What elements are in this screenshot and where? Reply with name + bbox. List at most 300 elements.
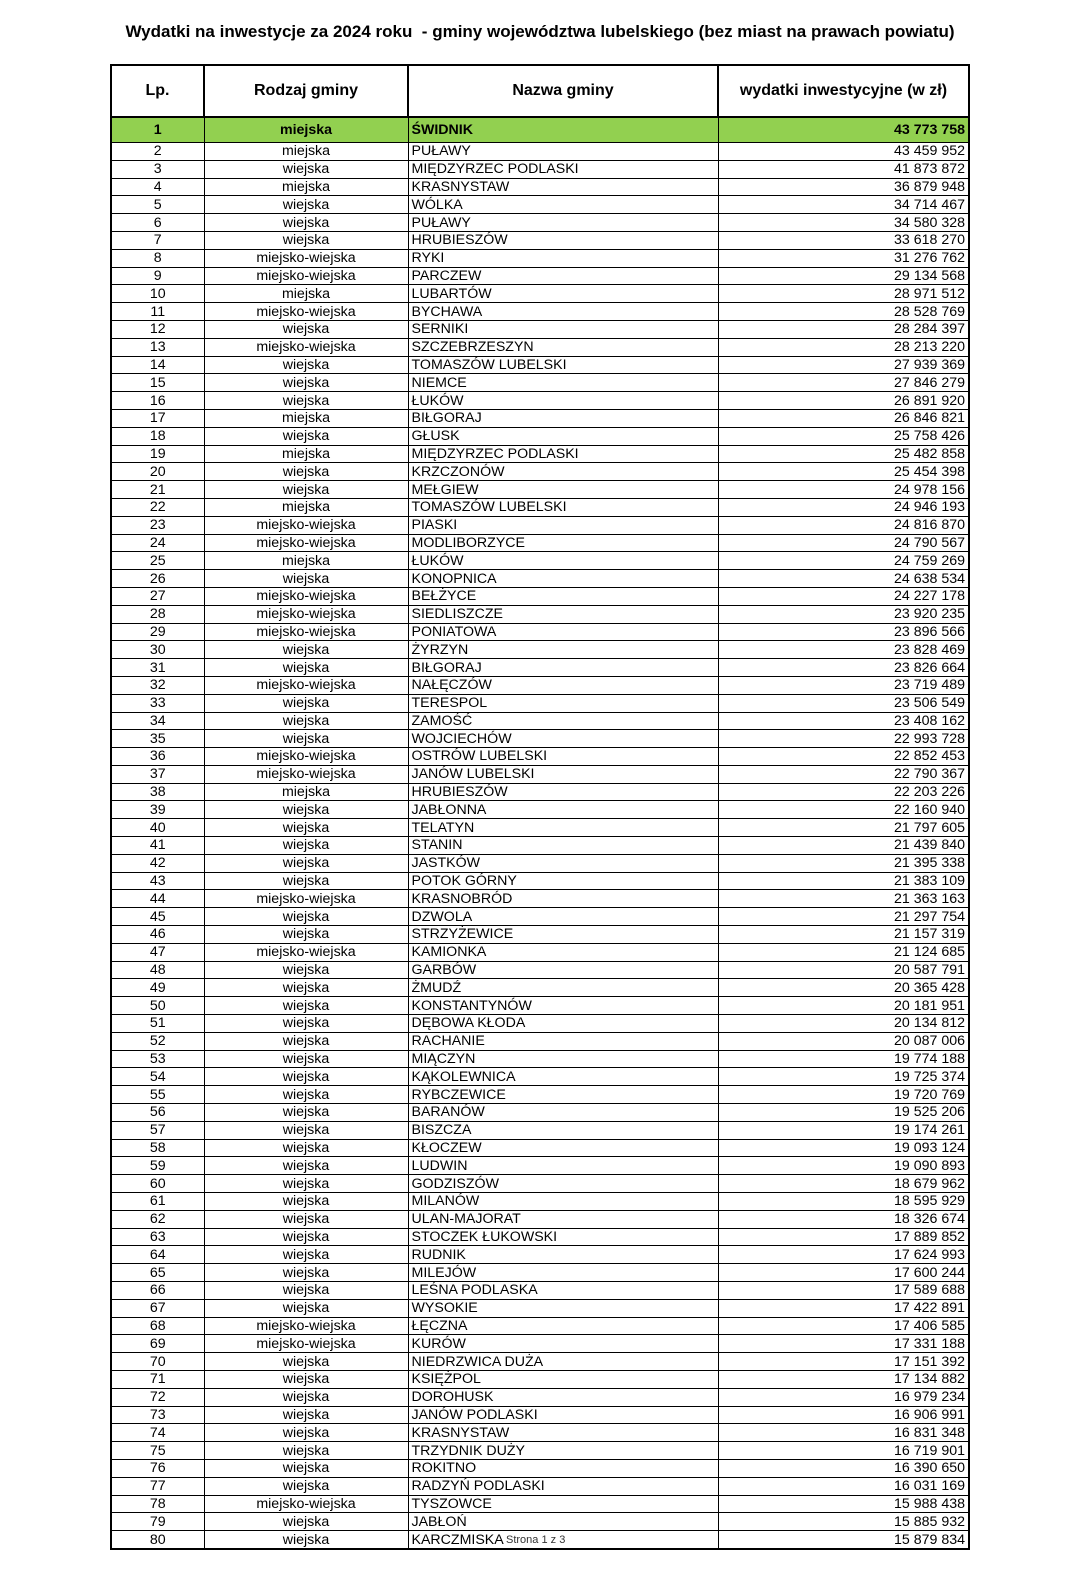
cell-wydatki: 17 151 392 (718, 1353, 969, 1371)
table-row (111, 748, 969, 766)
investment-table (110, 64, 970, 1550)
cell-nazwa-gminy: ZAMOŚĆ (408, 712, 718, 730)
cell-wydatki: 21 395 338 (718, 854, 969, 872)
cell-lp: 61 (111, 1193, 204, 1211)
cell-nazwa-gminy: ŁĘCZNA (408, 1317, 718, 1335)
table-body (111, 117, 969, 1549)
cell-wydatki: 16 390 650 (718, 1459, 969, 1477)
document-title: Wydatki na inwestycje za 2024 roku - gminy województwa lubelskiego (bez miast na prawach powiatu) (125, 22, 955, 41)
cell-wydatki: 17 134 882 (718, 1370, 969, 1388)
cell-nazwa-gminy: RYKI (408, 249, 718, 267)
cell-lp: 30 (111, 641, 204, 659)
cell-nazwa-gminy: KARCZMISKA (408, 1531, 718, 1549)
table-row (111, 623, 969, 641)
cell-lp: 48 (111, 961, 204, 979)
cell-wydatki: 17 422 891 (718, 1299, 969, 1317)
cell-nazwa-gminy: ULAN-MAJORAT (408, 1210, 718, 1228)
cell-nazwa-gminy: RYBCZEWICE (408, 1086, 718, 1104)
cell-wydatki: 20 181 951 (718, 997, 969, 1015)
cell-lp: 20 (111, 463, 204, 481)
cell-rodzaj-gminy: wiejska (204, 1531, 408, 1549)
cell-rodzaj-gminy: miejsko-wiejska (204, 676, 408, 694)
cell-lp: 71 (111, 1370, 204, 1388)
cell-lp: 60 (111, 1175, 204, 1193)
cell-nazwa-gminy: BEŁŻYCE (408, 587, 718, 605)
cell-nazwa-gminy: MEŁGIEW (408, 481, 718, 499)
cell-nazwa-gminy: TOMASZÓW LUBELSKI (408, 356, 718, 374)
cell-lp: 44 (111, 890, 204, 908)
cell-rodzaj-gminy: wiejska (204, 1193, 408, 1211)
table-row (111, 160, 969, 178)
cell-lp: 28 (111, 605, 204, 623)
cell-lp: 74 (111, 1424, 204, 1442)
page-footer: Strona 1 z 3 (506, 1534, 566, 1546)
cell-wydatki: 25 454 398 (718, 463, 969, 481)
cell-rodzaj-gminy: miejska (204, 409, 408, 427)
cell-wydatki: 25 482 858 (718, 445, 969, 463)
cell-nazwa-gminy: PARCZEW (408, 267, 718, 285)
cell-nazwa-gminy: KRASNYSTAW (408, 178, 718, 196)
cell-lp: 9 (111, 267, 204, 285)
cell-lp: 45 (111, 908, 204, 926)
cell-nazwa-gminy: DZWOLA (408, 908, 718, 926)
table-row (111, 1424, 969, 1442)
table-row (111, 1104, 969, 1122)
cell-rodzaj-gminy: miejsko-wiejska (204, 890, 408, 908)
cell-rodzaj-gminy: miejsko-wiejska (204, 534, 408, 552)
cell-lp: 40 (111, 819, 204, 837)
cell-nazwa-gminy: KURÓW (408, 1335, 718, 1353)
cell-lp: 17 (111, 409, 204, 427)
cell-rodzaj-gminy: wiejska (204, 908, 408, 926)
cell-nazwa-gminy: MODLIBORZYCE (408, 534, 718, 552)
table-row (111, 961, 969, 979)
cell-wydatki: 26 891 920 (718, 392, 969, 410)
cell-lp: 56 (111, 1104, 204, 1122)
table-row (111, 1335, 969, 1353)
cell-lp: 11 (111, 303, 204, 321)
cell-wydatki: 16 979 234 (718, 1388, 969, 1406)
cell-rodzaj-gminy: wiejska (204, 872, 408, 890)
cell-lp: 16 (111, 392, 204, 410)
cell-nazwa-gminy: KRZCZONÓW (408, 463, 718, 481)
cell-nazwa-gminy: NIEDRZWICA DUŻA (408, 1353, 718, 1371)
cell-lp: 4 (111, 178, 204, 196)
cell-rodzaj-gminy: wiejska (204, 1121, 408, 1139)
cell-rodzaj-gminy: miejsko-wiejska (204, 748, 408, 766)
cell-rodzaj-gminy: wiejska (204, 1032, 408, 1050)
cell-rodzaj-gminy: miejsko-wiejska (204, 267, 408, 285)
cell-nazwa-gminy: KRASNYSTAW (408, 1424, 718, 1442)
cell-nazwa-gminy: STOCZEK ŁUKOWSKI (408, 1228, 718, 1246)
cell-nazwa-gminy: POTOK GÓRNY (408, 872, 718, 890)
cell-lp: 39 (111, 801, 204, 819)
cell-nazwa-gminy: HRUBIESZÓW (408, 783, 718, 801)
table-row (111, 783, 969, 801)
cell-rodzaj-gminy: wiejska (204, 570, 408, 588)
cell-rodzaj-gminy: miejska (204, 783, 408, 801)
cell-rodzaj-gminy: wiejska (204, 392, 408, 410)
table-row (111, 320, 969, 338)
table-row (111, 730, 969, 748)
cell-lp: 27 (111, 587, 204, 605)
cell-rodzaj-gminy: wiejska (204, 837, 408, 855)
cell-wydatki: 15 879 834 (718, 1531, 969, 1549)
cell-wydatki: 24 759 269 (718, 552, 969, 570)
cell-rodzaj-gminy: wiejska (204, 730, 408, 748)
cell-rodzaj-gminy: wiejska (204, 1442, 408, 1460)
table-row (111, 338, 969, 356)
cell-nazwa-gminy: TELATYN (408, 819, 718, 837)
cell-wydatki: 15 988 438 (718, 1495, 969, 1513)
cell-rodzaj-gminy: wiejska (204, 1424, 408, 1442)
cell-lp: 14 (111, 356, 204, 374)
cell-lp: 22 (111, 498, 204, 516)
cell-rodzaj-gminy: miejsko-wiejska (204, 338, 408, 356)
table-row (111, 605, 969, 623)
table-row (111, 1068, 969, 1086)
cell-wydatki: 21 363 163 (718, 890, 969, 908)
cell-lp: 75 (111, 1442, 204, 1460)
cell-nazwa-gminy: WOJCIECHÓW (408, 730, 718, 748)
table-row (111, 1228, 969, 1246)
header-lp: Lp. (111, 65, 204, 117)
cell-lp: 26 (111, 570, 204, 588)
cell-nazwa-gminy: OSTRÓW LUBELSKI (408, 748, 718, 766)
cell-rodzaj-gminy: miejsko-wiejska (204, 943, 408, 961)
cell-wydatki: 18 595 929 (718, 1193, 969, 1211)
cell-lp: 51 (111, 1015, 204, 1033)
cell-rodzaj-gminy: wiejska (204, 1299, 408, 1317)
cell-rodzaj-gminy: miejsko-wiejska (204, 249, 408, 267)
cell-lp: 69 (111, 1335, 204, 1353)
cell-lp: 13 (111, 338, 204, 356)
cell-rodzaj-gminy: wiejska (204, 997, 408, 1015)
table-row (111, 587, 969, 605)
cell-rodzaj-gminy: wiejska (204, 819, 408, 837)
cell-nazwa-gminy: KONSTANTYNÓW (408, 997, 718, 1015)
cell-rodzaj-gminy: wiejska (204, 1228, 408, 1246)
cell-rodzaj-gminy: wiejska (204, 231, 408, 249)
cell-nazwa-gminy: KRASNOBRÓD (408, 890, 718, 908)
cell-rodzaj-gminy: wiejska (204, 1175, 408, 1193)
table-row (111, 854, 969, 872)
cell-wydatki: 24 227 178 (718, 587, 969, 605)
cell-wydatki: 43 459 952 (718, 143, 969, 161)
cell-rodzaj-gminy: miejska (204, 285, 408, 303)
cell-lp: 36 (111, 748, 204, 766)
cell-nazwa-gminy: SZCZEBRZESZYN (408, 338, 718, 356)
table-row (111, 409, 969, 427)
cell-lp: 35 (111, 730, 204, 748)
cell-wydatki: 18 326 674 (718, 1210, 969, 1228)
table-row (111, 1050, 969, 1068)
cell-rodzaj-gminy: miejska (204, 178, 408, 196)
table-row (111, 1370, 969, 1388)
cell-rodzaj-gminy: wiejska (204, 1210, 408, 1228)
cell-wydatki: 16 031 169 (718, 1477, 969, 1495)
table-row (111, 1139, 969, 1157)
cell-lp: 18 (111, 427, 204, 445)
cell-nazwa-gminy: JANÓW PODLASKI (408, 1406, 718, 1424)
cell-nazwa-gminy: PIASKI (408, 516, 718, 534)
cell-wydatki: 22 993 728 (718, 730, 969, 748)
cell-wydatki: 20 587 791 (718, 961, 969, 979)
table-row (111, 534, 969, 552)
table-row (111, 801, 969, 819)
cell-lp: 1 (111, 117, 204, 143)
cell-wydatki: 31 276 762 (718, 249, 969, 267)
cell-wydatki: 21 297 754 (718, 908, 969, 926)
table-row (111, 819, 969, 837)
cell-nazwa-gminy: SERNIKI (408, 320, 718, 338)
cell-wydatki: 15 885 932 (718, 1513, 969, 1531)
table-row (111, 285, 969, 303)
table-row (111, 1317, 969, 1335)
cell-rodzaj-gminy: wiejska (204, 1406, 408, 1424)
table-row (111, 1264, 969, 1282)
cell-nazwa-gminy: WÓLKA (408, 196, 718, 214)
table-row (111, 214, 969, 232)
cell-lp: 72 (111, 1388, 204, 1406)
table-row (111, 1210, 969, 1228)
cell-nazwa-gminy: ŚWIDNIK (408, 117, 718, 143)
cell-wydatki: 28 213 220 (718, 338, 969, 356)
cell-nazwa-gminy: BYCHAWA (408, 303, 718, 321)
table-row (111, 659, 969, 677)
cell-rodzaj-gminy: wiejska (204, 1139, 408, 1157)
table-row (111, 1246, 969, 1264)
cell-nazwa-gminy: BIŁGORAJ (408, 409, 718, 427)
cell-wydatki: 20 134 812 (718, 1015, 969, 1033)
cell-lp: 64 (111, 1246, 204, 1264)
cell-wydatki: 20 365 428 (718, 979, 969, 997)
cell-lp: 8 (111, 249, 204, 267)
cell-rodzaj-gminy: wiejska (204, 1513, 408, 1531)
cell-nazwa-gminy: MILANÓW (408, 1193, 718, 1211)
cell-rodzaj-gminy: miejsko-wiejska (204, 623, 408, 641)
cell-wydatki: 41 873 872 (718, 160, 969, 178)
cell-wydatki: 24 946 193 (718, 498, 969, 516)
cell-wydatki: 17 589 688 (718, 1282, 969, 1300)
cell-rodzaj-gminy: miejsko-wiejska (204, 303, 408, 321)
cell-wydatki: 16 831 348 (718, 1424, 969, 1442)
cell-nazwa-gminy: LUBARTÓW (408, 285, 718, 303)
table-row (111, 267, 969, 285)
table-row (111, 1459, 969, 1477)
cell-rodzaj-gminy: miejska (204, 117, 408, 143)
cell-nazwa-gminy: PUŁAWY (408, 214, 718, 232)
cell-lp: 41 (111, 837, 204, 855)
cell-lp: 38 (111, 783, 204, 801)
cell-lp: 34 (111, 712, 204, 730)
table-row (111, 196, 969, 214)
cell-wydatki: 36 879 948 (718, 178, 969, 196)
table-row (111, 1406, 969, 1424)
cell-rodzaj-gminy: wiejska (204, 641, 408, 659)
cell-rodzaj-gminy: wiejska (204, 1477, 408, 1495)
cell-rodzaj-gminy: wiejska (204, 854, 408, 872)
cell-nazwa-gminy: MIĘDZYRZEC PODLASKI (408, 445, 718, 463)
cell-nazwa-gminy: GŁUSK (408, 427, 718, 445)
cell-nazwa-gminy: DĘBOWA KŁODA (408, 1015, 718, 1033)
cell-nazwa-gminy: MILEJÓW (408, 1264, 718, 1282)
cell-nazwa-gminy: TOMASZÓW LUBELSKI (408, 498, 718, 516)
cell-wydatki: 21 383 109 (718, 872, 969, 890)
table-row (111, 178, 969, 196)
cell-lp: 52 (111, 1032, 204, 1050)
cell-wydatki: 23 920 235 (718, 605, 969, 623)
cell-lp: 15 (111, 374, 204, 392)
cell-nazwa-gminy: WYSOKIE (408, 1299, 718, 1317)
cell-rodzaj-gminy: wiejska (204, 463, 408, 481)
cell-wydatki: 19 725 374 (718, 1068, 969, 1086)
table-row (111, 943, 969, 961)
cell-rodzaj-gminy: wiejska (204, 481, 408, 499)
cell-nazwa-gminy: GARBÓW (408, 961, 718, 979)
cell-nazwa-gminy: JABŁOŃ (408, 1513, 718, 1531)
table-row (111, 1086, 969, 1104)
cell-lp: 59 (111, 1157, 204, 1175)
cell-wydatki: 21 797 605 (718, 819, 969, 837)
cell-nazwa-gminy: KONOPNICA (408, 570, 718, 588)
cell-rodzaj-gminy: wiejska (204, 1353, 408, 1371)
table-row (111, 427, 969, 445)
cell-nazwa-gminy: HRUBIESZÓW (408, 231, 718, 249)
table-row (111, 641, 969, 659)
cell-rodzaj-gminy: wiejska (204, 1388, 408, 1406)
cell-nazwa-gminy: STANIN (408, 837, 718, 855)
cell-wydatki: 17 406 585 (718, 1317, 969, 1335)
cell-wydatki: 18 679 962 (718, 1175, 969, 1193)
cell-lp: 31 (111, 659, 204, 677)
cell-nazwa-gminy: NIEMCE (408, 374, 718, 392)
cell-rodzaj-gminy: wiejska (204, 356, 408, 374)
table-row (111, 908, 969, 926)
cell-rodzaj-gminy: wiejska (204, 427, 408, 445)
table-row (111, 498, 969, 516)
cell-wydatki: 28 528 769 (718, 303, 969, 321)
cell-rodzaj-gminy: wiejska (204, 694, 408, 712)
table-row (111, 570, 969, 588)
cell-nazwa-gminy: LUDWIN (408, 1157, 718, 1175)
cell-wydatki: 20 087 006 (718, 1032, 969, 1050)
cell-lp: 32 (111, 676, 204, 694)
cell-nazwa-gminy: JANÓW LUBELSKI (408, 765, 718, 783)
cell-wydatki: 24 638 534 (718, 570, 969, 588)
cell-nazwa-gminy: KSIĘŻPOL (408, 1370, 718, 1388)
cell-wydatki: 33 618 270 (718, 231, 969, 249)
cell-rodzaj-gminy: miejska (204, 143, 408, 161)
cell-rodzaj-gminy: wiejska (204, 712, 408, 730)
cell-nazwa-gminy: STRZYŻEWICE (408, 926, 718, 944)
cell-nazwa-gminy: MIĘDZYRZEC PODLASKI (408, 160, 718, 178)
table-row (111, 1282, 969, 1300)
cell-wydatki: 24 978 156 (718, 481, 969, 499)
cell-lp: 37 (111, 765, 204, 783)
table-row (111, 117, 969, 143)
header-wydatki: wydatki inwestycyjne (w zł) (718, 65, 969, 117)
table-row (111, 143, 969, 161)
table-row (111, 1032, 969, 1050)
cell-wydatki: 19 093 124 (718, 1139, 969, 1157)
cell-wydatki: 29 134 568 (718, 267, 969, 285)
cell-wydatki: 17 624 993 (718, 1246, 969, 1264)
table-row (111, 374, 969, 392)
cell-lp: 68 (111, 1317, 204, 1335)
cell-wydatki: 19 174 261 (718, 1121, 969, 1139)
cell-lp: 53 (111, 1050, 204, 1068)
cell-wydatki: 28 971 512 (718, 285, 969, 303)
cell-rodzaj-gminy: wiejska (204, 1086, 408, 1104)
cell-wydatki: 22 203 226 (718, 783, 969, 801)
cell-rodzaj-gminy: wiejska (204, 196, 408, 214)
cell-nazwa-gminy: PUŁAWY (408, 143, 718, 161)
cell-lp: 29 (111, 623, 204, 641)
table-row (111, 1513, 969, 1531)
cell-rodzaj-gminy: miejska (204, 498, 408, 516)
table-row (111, 1388, 969, 1406)
cell-nazwa-gminy: ŁUKÓW (408, 392, 718, 410)
cell-lp: 10 (111, 285, 204, 303)
cell-lp: 25 (111, 552, 204, 570)
header-rodzaj-gminy: Rodzaj gminy (204, 65, 408, 117)
cell-wydatki: 23 828 469 (718, 641, 969, 659)
cell-lp: 24 (111, 534, 204, 552)
cell-rodzaj-gminy: wiejska (204, 1050, 408, 1068)
cell-rodzaj-gminy: wiejska (204, 1282, 408, 1300)
cell-wydatki: 19 090 893 (718, 1157, 969, 1175)
cell-lp: 65 (111, 1264, 204, 1282)
cell-wydatki: 17 600 244 (718, 1264, 969, 1282)
cell-lp: 66 (111, 1282, 204, 1300)
cell-nazwa-gminy: SIEDLISZCZE (408, 605, 718, 623)
cell-wydatki: 23 506 549 (718, 694, 969, 712)
table-row (111, 392, 969, 410)
table-row (111, 445, 969, 463)
cell-wydatki: 23 719 489 (718, 676, 969, 694)
cell-nazwa-gminy: JABŁONNA (408, 801, 718, 819)
cell-wydatki: 21 157 319 (718, 926, 969, 944)
cell-lp: 77 (111, 1477, 204, 1495)
cell-nazwa-gminy: NAŁĘCZÓW (408, 676, 718, 694)
cell-wydatki: 22 790 367 (718, 765, 969, 783)
table-row (111, 249, 969, 267)
cell-wydatki: 22 852 453 (718, 748, 969, 766)
table-row (111, 463, 969, 481)
cell-nazwa-gminy: RADZYŃ PODLASKI (408, 1477, 718, 1495)
cell-rodzaj-gminy: miejsko-wiejska (204, 516, 408, 534)
table-row (111, 516, 969, 534)
cell-lp: 42 (111, 854, 204, 872)
cell-wydatki: 16 906 991 (718, 1406, 969, 1424)
cell-wydatki: 23 896 566 (718, 623, 969, 641)
cell-nazwa-gminy: ŻMUDŹ (408, 979, 718, 997)
table-row (111, 979, 969, 997)
table-row (111, 1015, 969, 1033)
cell-nazwa-gminy: GODZISZÓW (408, 1175, 718, 1193)
cell-lp: 78 (111, 1495, 204, 1513)
cell-rodzaj-gminy: miejsko-wiejska (204, 605, 408, 623)
cell-nazwa-gminy: TRZYDNIK DUŻY (408, 1442, 718, 1460)
cell-nazwa-gminy: ŻYRZYN (408, 641, 718, 659)
cell-lp: 3 (111, 160, 204, 178)
cell-lp: 46 (111, 926, 204, 944)
cell-lp: 33 (111, 694, 204, 712)
cell-wydatki: 24 790 567 (718, 534, 969, 552)
cell-lp: 67 (111, 1299, 204, 1317)
cell-wydatki: 19 774 188 (718, 1050, 969, 1068)
